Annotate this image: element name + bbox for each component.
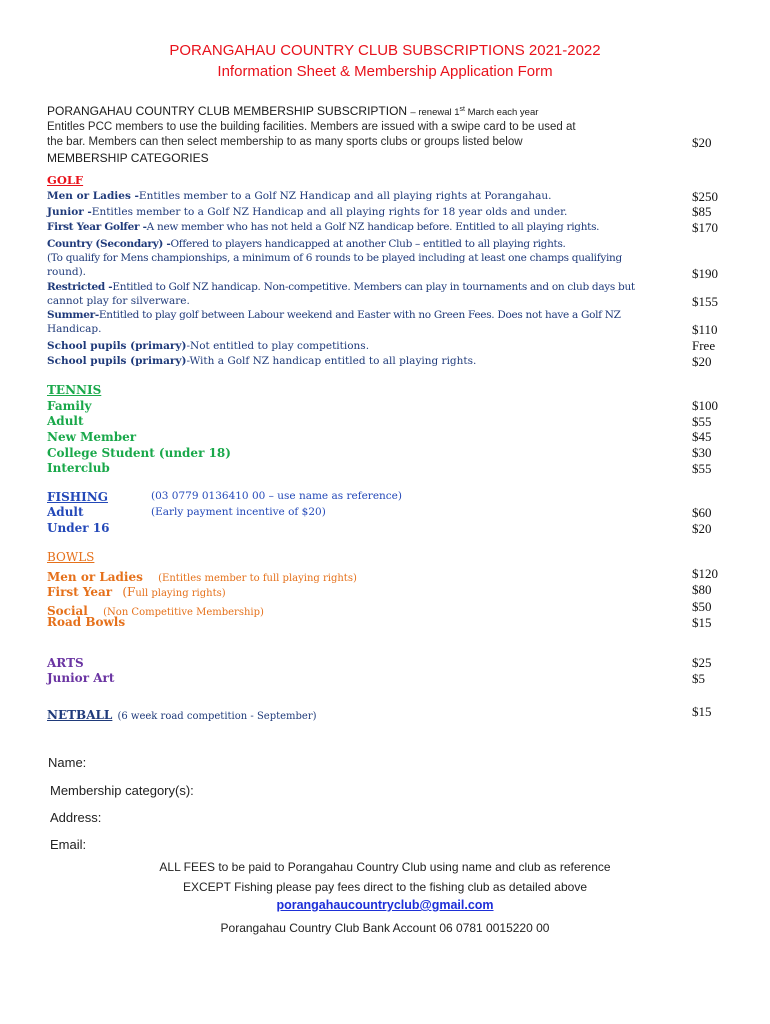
membership-desc-line1: Entitles PCC members to use the building facilities. Members are issued with a swipe card to be used at (47, 121, 576, 133)
golf-price: $190 (692, 266, 718, 281)
golf-price: $170 (692, 220, 718, 235)
bowls-men-ladies-label: Men or Ladies (47, 570, 143, 584)
golf-school1 (47, 340, 369, 352)
golf-price: $110 (692, 322, 718, 337)
email-link[interactable]: porangahaucountryclub@gmail.com (276, 898, 494, 912)
bowls-social-label: Social (47, 604, 88, 618)
golf-men-ladies (47, 190, 551, 202)
membership-price: $20 (692, 135, 712, 150)
tennis-price: $45 (692, 429, 712, 444)
bowls-price: $120 (692, 566, 718, 581)
bowls-price: $15 (692, 615, 712, 630)
golf-price: Free (692, 338, 716, 353)
golf-summer (47, 309, 621, 321)
tennis-price: $55 (692, 461, 712, 476)
address-field-label: Address: (50, 810, 102, 825)
golf-country-note2: round). (47, 266, 87, 278)
bowls-first-year-paren: (F (122, 585, 136, 599)
golf-school2-desc: -With a Golf NZ handicap entitled to all playing rights. (186, 355, 477, 367)
golf-first-year-label: First Year Golfer - (47, 221, 147, 233)
golf-summer-label: Summer- (47, 309, 99, 321)
golf-junior-desc: Entitles member to a Golf NZ Handicap and all playing rights for 18 year olds and under. (91, 206, 568, 218)
golf-country-desc: Offered to players handicapped at another Club – entitled to all playing rights. (170, 238, 566, 250)
golf-country-label: Country (Secondary) - (47, 238, 171, 250)
golf-school2-label: School pupils (primary) (47, 355, 187, 367)
golf-price: $250 (692, 189, 718, 204)
tennis-item: Interclub (47, 461, 110, 475)
bowls-first-year (47, 581, 226, 600)
arts-price: $25 (692, 655, 712, 670)
fishing-price: $60 (692, 505, 712, 520)
page-title: PORANGAHAU COUNTRY CLUB SUBSCRIPTIONS 2021-2022 (169, 42, 601, 59)
tennis-item: Adult (47, 414, 84, 428)
email-field-label: Email: (50, 837, 87, 852)
golf-first-year-desc: A new member who has not held a Golf NZ handicap before. Entitled to all playing rights. (146, 221, 600, 233)
categories-heading: MEMBERSHIP CATEGORIES (47, 151, 209, 165)
name-field-label: Name: (48, 755, 87, 770)
fishing-item: Under 16 (47, 521, 110, 535)
golf-restricted-desc2: cannot play for silverware. (47, 295, 190, 307)
golf-summer-desc1: Entitled to play golf between Labour weekend and Easter with no Green Fees. Does not have a Golf NZ (98, 309, 621, 321)
golf-country (47, 238, 566, 250)
golf-country-note1: (To qualify for Mens championships, a minimum of 6 rounds to be played including at least one champs qualifying (47, 252, 622, 264)
bowls-road: Road Bowls (47, 615, 126, 629)
bowls-social-note: (Non Competitive Membership) (103, 607, 264, 618)
footer-fees-note: ALL FEES to be paid to Porangahau Country Club using name and club as reference (159, 860, 611, 874)
arts-price: $5 (692, 671, 705, 686)
fishing-account: (03 0779 0136410 00 – use name as reference) (151, 490, 402, 502)
footer-fishing-note: EXCEPT Fishing please pay fees direct to the fishing club as detailed above (182, 880, 587, 894)
netball-note: (6 week road competition - September) (117, 711, 317, 722)
bowls-price: $50 (692, 599, 712, 614)
bowls-first-year-label: First Year (47, 585, 113, 599)
tennis-price: $55 (692, 414, 712, 429)
golf-heading: GOLF (47, 173, 84, 187)
netball-row (47, 704, 317, 723)
golf-restricted-desc1: Entitled to Golf NZ handicap. Non-competitive. Members can play in tournaments and on club days but (112, 281, 635, 293)
golf-price: $20 (692, 354, 712, 369)
golf-school1-desc: -Not entitled to play competitions. (186, 340, 370, 352)
golf-price: $85 (692, 204, 712, 219)
page-subtitle: Information Sheet & Membership Application Form (217, 63, 553, 80)
bowls-price: $80 (692, 582, 712, 597)
membership-heading-text: PORANGAHAU COUNTRY CLUB MEMBERSHIP SUBSCRIPTION (47, 104, 408, 118)
renewal-sup: st (459, 105, 465, 113)
renewal-prefix: – renewal 1 (410, 107, 460, 118)
bowls-first-year-note: ull playing rights) (135, 588, 226, 599)
renewal-suffix: March each year (465, 107, 539, 118)
fishing-heading: FISHING (47, 490, 108, 504)
golf-junior-label: Junior - (47, 206, 92, 218)
footer-bank-account: Porangahau Country Club Bank Account 06 0781 0015220 00 (220, 921, 550, 935)
arts-junior: Junior Art (47, 671, 115, 685)
golf-school1-label: School pupils (primary) (47, 340, 187, 352)
footer-email-row (0, 898, 770, 912)
golf-men-ladies-label: Men or Ladies - (47, 190, 139, 202)
golf-restricted (47, 281, 635, 293)
golf-men-ladies-desc: Entitles member to a Golf NZ Handicap and all playing rights at Porangahau. (138, 190, 552, 202)
membership-desc-line2: the bar. Members can then select membership to as many sports clubs or groups listed below (47, 136, 523, 148)
golf-price: $155 (692, 294, 718, 309)
tennis-item: College Student (under 18) (47, 446, 231, 460)
tennis-heading: TENNIS (47, 383, 102, 397)
tennis-item: Family (47, 399, 92, 413)
golf-summer-desc2: Handicap. (47, 323, 102, 335)
bowls-men-ladies-note: (Entitles member to full playing rights) (158, 573, 357, 584)
netball-heading: NETBALL (47, 708, 113, 722)
tennis-price: $30 (692, 445, 712, 460)
golf-restricted-label: Restricted - (47, 281, 113, 293)
fishing-price: $20 (692, 521, 712, 536)
renewal-note (410, 107, 538, 118)
membership-heading (47, 104, 538, 118)
fishing-incentive: (Early payment incentive of $20) (151, 506, 326, 518)
category-field-label: Membership category(s): (50, 783, 194, 798)
fishing-item: Adult (47, 505, 84, 519)
golf-junior (47, 206, 567, 218)
arts-heading: ARTS (47, 656, 84, 670)
netball-price: $15 (692, 704, 712, 719)
golf-first-year (47, 221, 599, 233)
tennis-item: New Member (47, 430, 137, 444)
golf-school2 (47, 355, 476, 367)
bowls-heading: BOWLS (47, 550, 95, 564)
tennis-price: $100 (692, 398, 718, 413)
